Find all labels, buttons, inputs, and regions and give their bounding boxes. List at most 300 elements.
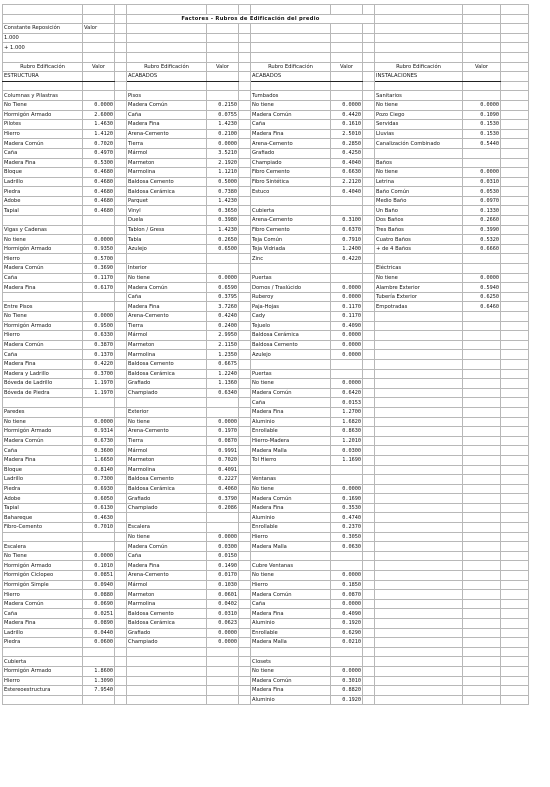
cell-value: 0.6500: [207, 244, 239, 254]
cell-label: Marmeton: [127, 340, 207, 350]
table-row: [3, 417, 529, 427]
table-row: [3, 359, 529, 369]
cell-value: 0.8140: [83, 465, 115, 475]
cell-label: Piedra: [3, 638, 83, 648]
cell-label: [251, 81, 331, 91]
column-header-label: Rubro Edificación: [127, 62, 207, 72]
cell-label: Caña: [251, 599, 331, 609]
cell-value: [463, 91, 501, 101]
cell-label: [251, 551, 331, 561]
cell-value: 0.4060: [207, 484, 239, 494]
cell-label: Hormigón Armado: [3, 244, 83, 254]
cell-label: Letrina: [375, 177, 463, 187]
cell-label: Escalera: [3, 542, 83, 552]
cell-value: 0.2650: [207, 235, 239, 245]
cell-value: 0.3600: [83, 446, 115, 456]
cell-label: [3, 81, 83, 91]
cell-value: 0.6675: [207, 359, 239, 369]
cell-value: [331, 196, 363, 206]
cell-value: 0.4680: [83, 177, 115, 187]
cell-value: 0.5440: [463, 139, 501, 149]
table-row: [3, 551, 529, 561]
cell-label: Bóveda de Ladrillo: [3, 379, 83, 389]
cell-value: 0.7300: [83, 475, 115, 485]
cell-value: 0.6930: [83, 484, 115, 494]
cell-label: Fibro Sintética: [251, 177, 331, 187]
cell-label: Madera Común: [251, 676, 331, 686]
cell-label: Canalización Combinado: [375, 139, 463, 149]
cell-value: 0.8820: [331, 686, 363, 696]
cell-label: Mármol: [127, 580, 207, 590]
cell-label: [127, 254, 207, 264]
cell-value: [207, 264, 239, 274]
cell-label: Estereoestructura: [3, 686, 83, 696]
cell-label: No tiene: [375, 100, 463, 110]
cell-value: [207, 81, 239, 91]
cell-value: 0.1970: [207, 427, 239, 437]
table-row: [3, 475, 529, 485]
cell-value: 0.4240: [207, 312, 239, 322]
cell-value: 0.9991: [207, 446, 239, 456]
cell-value: [83, 225, 115, 235]
cell-label: No tiene: [3, 417, 83, 427]
cell-label: Caña: [127, 292, 207, 302]
group-title-structure: ESTRUCTURA: [3, 72, 83, 82]
cell-value: 0.6630: [331, 168, 363, 178]
cell-value: 2.2120: [331, 177, 363, 187]
cell-label: No tiene: [127, 273, 207, 283]
cell-label: Champiado: [127, 638, 207, 648]
table-row: [3, 571, 529, 581]
table-row: [3, 148, 529, 158]
cell-value: 1.1690: [331, 455, 363, 465]
cell-label: Madera Común: [3, 340, 83, 350]
cell-label: Piedra: [3, 187, 83, 197]
cell-value: [83, 91, 115, 101]
cell-label: Hormigón Simple: [3, 580, 83, 590]
cell-value: 1.2240: [207, 369, 239, 379]
cell-value: 0.8630: [331, 427, 363, 437]
cell-value: 0.7010: [83, 523, 115, 533]
cell-value: 1.2700: [331, 407, 363, 417]
table-row: [3, 340, 529, 350]
table-row: [3, 666, 529, 676]
cell-value: [463, 264, 501, 274]
cell-label: Hierro: [3, 254, 83, 264]
cell-value: 0.0000: [83, 551, 115, 561]
cell-value: 0.2100: [207, 129, 239, 139]
cell-value: 0.3700: [83, 369, 115, 379]
cell-value: 0.6170: [83, 283, 115, 293]
cell-value: 0.6340: [207, 388, 239, 398]
cell-label: Madera Fina: [127, 120, 207, 130]
cell-value: 0.0000: [331, 331, 363, 341]
cell-label: Entre Pisos: [3, 302, 83, 312]
table-row: [3, 686, 529, 696]
cell-label: Marmolina: [127, 168, 207, 178]
cell-label: Alambre Exterior: [375, 283, 463, 293]
cell-label: Adobe: [3, 494, 83, 504]
cell-label: Aluminio: [251, 513, 331, 523]
cell-label: Arena-Cemento: [127, 129, 207, 139]
cell-value: 0.0870: [207, 436, 239, 446]
cell-label: Madera Fina: [127, 302, 207, 312]
cell-label: Eléctricas: [375, 264, 463, 274]
table-row: [3, 264, 529, 274]
cell-value: 0.2150: [207, 100, 239, 110]
cell-value: 0.2086: [207, 503, 239, 513]
cell-value: 0.4091: [207, 465, 239, 475]
table-row: [3, 216, 529, 226]
cell-label: [3, 292, 83, 302]
cell-value: 0.0000: [331, 340, 363, 350]
cell-value: 0.0880: [83, 590, 115, 600]
cell-label: Champiado: [127, 388, 207, 398]
cell-label: Baldosa Cemento: [127, 475, 207, 485]
cell-value: 0.0210: [331, 638, 363, 648]
cell-label: Arena-Cemento: [127, 571, 207, 581]
cell-value: [331, 561, 363, 571]
cell-label: Hierro-Madera: [251, 436, 331, 446]
cell-label: Caña: [127, 551, 207, 561]
column-header-value: Valor: [463, 62, 501, 72]
cell-value: 0.0000: [331, 571, 363, 581]
cell-label: Puertas: [251, 273, 331, 283]
cell-value: 2.6000: [83, 110, 115, 120]
table-row: [3, 283, 529, 293]
cell-label: Madera Común: [3, 264, 83, 274]
cell-label: Hierro: [3, 129, 83, 139]
cell-value: [83, 542, 115, 552]
cell-value: 0.4680: [83, 168, 115, 178]
title-row: [3, 14, 529, 24]
cell-label: No Tiene: [3, 312, 83, 322]
cell-label: Caña: [251, 120, 331, 130]
cell-label: Cubierta: [251, 206, 331, 216]
cell-label: Caña: [3, 350, 83, 360]
cell-value: 0.1370: [83, 350, 115, 360]
cell-label: Columnas y Pilastras: [3, 91, 83, 101]
table-row: [3, 129, 529, 139]
cell-value: 0.3980: [207, 216, 239, 226]
cell-value: 0.0000: [331, 379, 363, 389]
cell-value: 0.4090: [331, 321, 363, 331]
cell-value: 0.0000: [207, 638, 239, 648]
cell-label: Escalera: [127, 523, 207, 533]
cell-label: Pisos: [127, 91, 207, 101]
cell-value: 0.1170: [83, 273, 115, 283]
cell-value: [331, 647, 363, 657]
cell-label: Domos / Traslúcido: [251, 283, 331, 293]
cell-value: 1.8600: [83, 666, 115, 676]
cell-value: 0.3790: [207, 494, 239, 504]
cell-value: 0.1030: [207, 580, 239, 590]
cell-label: Mármol: [127, 446, 207, 456]
cell-label: Marmolina: [127, 350, 207, 360]
cell-value: 0.6130: [83, 503, 115, 513]
cell-label: [251, 465, 331, 475]
cell-label: Bahareque: [3, 513, 83, 523]
table-row: [3, 513, 529, 523]
cell-label: Madera Malla: [251, 446, 331, 456]
cell-value: 0.3010: [331, 676, 363, 686]
column-header-label: Rubro Edificación: [251, 62, 331, 72]
cell-label: Caña: [127, 110, 207, 120]
cell-label: Madera y Ladrillo: [3, 369, 83, 379]
table-row: [3, 494, 529, 504]
cell-value: [463, 148, 501, 158]
table-row: [3, 657, 529, 667]
cell-value: 0.1090: [463, 110, 501, 120]
cell-label: [251, 196, 331, 206]
cell-label: Tablon / Gress: [127, 225, 207, 235]
cell-label: Baldosa Cemento: [127, 609, 207, 619]
cell-value: [83, 216, 115, 226]
cell-value: 0.0000: [331, 283, 363, 293]
cell-value: 0.4970: [83, 148, 115, 158]
cell-value: 0.1170: [331, 302, 363, 312]
cell-label: Medio Baño: [375, 196, 463, 206]
cell-value: 0.1530: [463, 120, 501, 130]
cell-label: Tierra: [127, 436, 207, 446]
cell-value: 0.3795: [207, 292, 239, 302]
cell-label: No tiene: [127, 532, 207, 542]
cell-label: Piedra: [3, 484, 83, 494]
cell-label: [127, 81, 207, 91]
cell-value: [331, 264, 363, 274]
cell-value: 1.1360: [207, 379, 239, 389]
cell-label: Madera Común: [251, 110, 331, 120]
cell-value: 0.0000: [331, 292, 363, 302]
cell-value: 0.0000: [463, 273, 501, 283]
cell-label: Exterior: [127, 407, 207, 417]
cell-label: Teja Común: [251, 235, 331, 245]
cell-label: Bóveda de Piedra: [3, 388, 83, 398]
cell-value: 0.0000: [331, 484, 363, 494]
cell-label: No tiene: [251, 100, 331, 110]
cell-value: 0.5000: [207, 177, 239, 187]
table-row: [3, 599, 529, 609]
cell-value: 0.0153: [331, 398, 363, 408]
cell-value: 0.0000: [463, 168, 501, 178]
cell-value: 0.0623: [207, 619, 239, 629]
cell-value: 0.6370: [331, 225, 363, 235]
cell-value: 0.0000: [331, 100, 363, 110]
cell-value: 0.0251: [83, 609, 115, 619]
cell-label: [127, 398, 207, 408]
cell-label: Arena-Cemento: [251, 139, 331, 149]
cell-value: [331, 206, 363, 216]
cell-label: Marmolina: [127, 465, 207, 475]
cell-value: 0.1330: [463, 206, 501, 216]
cell-label: Madera Fina: [251, 129, 331, 139]
cell-label: Marmeton: [127, 455, 207, 465]
cell-value: 0.6590: [207, 283, 239, 293]
cell-label: Madera Fina: [251, 686, 331, 696]
table-row: [3, 120, 529, 130]
cell-label: Tabla: [127, 235, 207, 245]
top-row: [3, 24, 529, 34]
cell-label: Madera Común: [3, 139, 83, 149]
cell-label: Baño Común: [375, 187, 463, 197]
cell-label: No Tiene: [3, 551, 83, 561]
column-header-value: Valor: [83, 62, 115, 72]
cell-label: Tierra: [127, 321, 207, 331]
cell-label: Caña: [3, 609, 83, 619]
cell-value: 0.0402: [207, 599, 239, 609]
cell-value: 0.0000: [207, 532, 239, 542]
cell-label: [127, 513, 207, 523]
cell-label: Tol Hierro: [251, 455, 331, 465]
group-header-row: [3, 72, 529, 82]
cell-label: + de 4 Baños: [375, 244, 463, 254]
cell-value: 0.0600: [83, 638, 115, 648]
cell-value: 1.6650: [83, 455, 115, 465]
cell-value: 1.4230: [207, 225, 239, 235]
cell-value: 0.4740: [331, 513, 363, 523]
cell-label: Vinyl: [127, 206, 207, 216]
table-row: [3, 388, 529, 398]
cell-value: 2.1920: [207, 158, 239, 168]
cell-value: 0.4220: [83, 359, 115, 369]
cell-value: [463, 158, 501, 168]
table-row: [3, 676, 529, 686]
cell-label: Cubierta: [3, 657, 83, 667]
cell-value: [207, 407, 239, 417]
factors-table: [2, 4, 529, 705]
cell-label: Hierro: [251, 580, 331, 590]
cell-label: Hormigón Ciclopeo: [3, 571, 83, 581]
cell-value: 0.0851: [83, 571, 115, 581]
cell-value: [83, 292, 115, 302]
cell-label: Caña: [3, 148, 83, 158]
cell-label: [3, 532, 83, 542]
cell-value: 3.7260: [207, 302, 239, 312]
cell-label: Grafiado: [127, 494, 207, 504]
table-row: [3, 196, 529, 206]
cell-label: Estuco: [251, 187, 331, 197]
spacer-row: [3, 5, 529, 15]
constant-label: Constante Reposición: [3, 24, 83, 34]
cell-value: 0.4250: [331, 148, 363, 158]
constant-value-header: Valor: [83, 24, 115, 34]
cell-label: Baldosa Cemento: [127, 359, 207, 369]
cell-value: 1.1970: [83, 388, 115, 398]
cell-value: 0.3870: [83, 340, 115, 350]
cell-label: Bloque: [3, 465, 83, 475]
cell-label: [251, 647, 331, 657]
cell-label: [3, 647, 83, 657]
cell-value: 0.2370: [331, 523, 363, 533]
cell-label: Ladrillo: [3, 628, 83, 638]
table-row: [3, 91, 529, 101]
table-row: [3, 628, 529, 638]
cell-value: [83, 407, 115, 417]
table-row: [3, 379, 529, 389]
cell-label: Madera Fina: [251, 503, 331, 513]
cell-value: 0.0000: [207, 417, 239, 427]
cell-value: 0.0870: [331, 590, 363, 600]
cell-label: Madera Fina: [3, 455, 83, 465]
cell-value: 0.6730: [83, 436, 115, 446]
cell-label: Closets: [251, 657, 331, 667]
cell-value: 0.0440: [83, 628, 115, 638]
cell-label: No tiene: [251, 484, 331, 494]
cell-label: Hierro: [3, 676, 83, 686]
cell-label: Caña: [3, 273, 83, 283]
cell-value: 0.0601: [207, 590, 239, 600]
cell-label: Mármol: [127, 148, 207, 158]
cell-value: [463, 81, 501, 91]
cell-label: Madera Malla: [251, 638, 331, 648]
cell-label: Paredes: [3, 407, 83, 417]
cell-value: [83, 398, 115, 408]
cell-value: [83, 657, 115, 667]
cell-value: 0.5940: [463, 283, 501, 293]
cell-value: 1.6820: [331, 417, 363, 427]
cell-label: Fibro Cemento: [251, 168, 331, 178]
cell-label: Baldosa Cerámica: [127, 484, 207, 494]
cell-value: 0.2400: [207, 321, 239, 331]
cell-label: Bloque: [3, 168, 83, 178]
cell-value: 0.0000: [331, 599, 363, 609]
cell-label: [375, 254, 463, 264]
table-row: [3, 177, 529, 187]
cell-value: 0.4040: [331, 187, 363, 197]
cell-label: Champiado: [127, 503, 207, 513]
cell-value: 0.3100: [331, 216, 363, 226]
cell-value: 0.1010: [83, 561, 115, 571]
cell-label: Duela: [127, 216, 207, 226]
table-row: [3, 647, 529, 657]
table-row: [3, 542, 529, 552]
cell-value: 1.4630: [83, 120, 115, 130]
cell-value: 0.1850: [331, 580, 363, 590]
cell-value: [331, 657, 363, 667]
cell-value: 2.9950: [207, 331, 239, 341]
cell-value: [331, 551, 363, 561]
cell-value: [331, 273, 363, 283]
cell-label: Baldosa Cemento: [251, 340, 331, 350]
cell-label: Paja-Hojas: [251, 302, 331, 312]
cell-value: 0.1530: [463, 129, 501, 139]
cell-label: Vigas y Cadenas: [3, 225, 83, 235]
cell-label: Pozo Ciego: [375, 110, 463, 120]
cell-value: [331, 369, 363, 379]
table-row: [3, 158, 529, 168]
cell-value: 0.1690: [331, 494, 363, 504]
cell-value: 0.0300: [207, 542, 239, 552]
cell-value: 0.0000: [207, 273, 239, 283]
cell-label: Parquet: [127, 196, 207, 206]
cell-label: Tres Baños: [375, 225, 463, 235]
table-row: [3, 235, 529, 245]
table-row: [3, 168, 529, 178]
cell-label: Caña: [3, 446, 83, 456]
table-row: [3, 139, 529, 149]
cell-label: Enrollable: [251, 427, 331, 437]
cell-value: 0.0000: [331, 350, 363, 360]
cell-value: 0.0310: [207, 609, 239, 619]
cell-value: 0.3530: [331, 503, 363, 513]
table-row: [3, 446, 529, 456]
cell-value: 0.4680: [83, 196, 115, 206]
cell-value: 0.7020: [207, 455, 239, 465]
cell-label: Madera Común: [3, 436, 83, 446]
cell-value: 0.0630: [331, 542, 363, 552]
cell-value: 0.0170: [207, 571, 239, 581]
cell-value: [331, 91, 363, 101]
